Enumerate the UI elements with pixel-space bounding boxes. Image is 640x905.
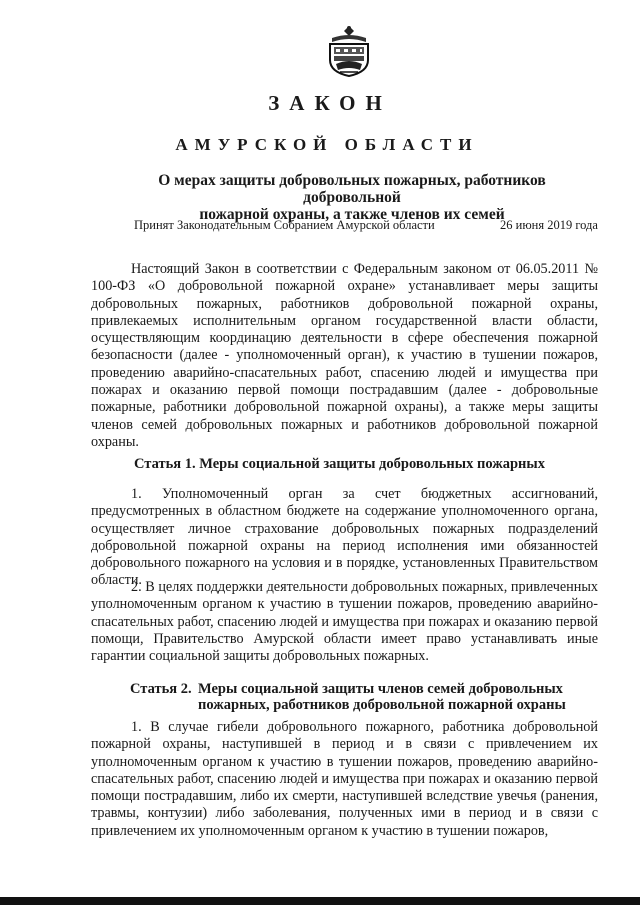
law-subject-line-1: О мерах защиты добровольных пожарных, работников добровольной <box>158 172 546 206</box>
adoption-date: 26 июня 2019 года <box>500 218 598 232</box>
coat-of-arms-icon <box>326 24 372 78</box>
article-2-heading <box>198 681 578 713</box>
law-subject-line-2: пожарной охраны, а также членов их семей <box>199 206 505 223</box>
article-2-paragraph-1: 1. В случае гибели добровольного пожарного, работника добровольной пожарной охраны, наступившей в период и в связи с привлечением их уполномоченным органом к участию в тушении пожаров, проведению аварийно-спасательных работ, спасению людей и имущества при пожарах и оказанию первой помощи пострадавшим, либо их смерти, наступившей вследствие увечья (ранения, травмы, контузии) либо заболевания, полученных ими в период и в связи с привлечением их уполномоченным органом к участию в тушении пожаров, <box>91 719 598 839</box>
preamble-paragraph: Настоящий Закон в соответствии с Федеральным законом от 06.05.2011 № 100-ФЗ «О добровольной пожарной охране» устанавливает меры защиты добровольных пожарных, работников добровольной пожарной охраны, привлекаемых исполнительным органом государственной власти области, осуществляющим координацию деятельности в сфере обеспечения пожарной безопасности (далее - уполномоченный орган), к участию в тушении пожаров, проведению аварийно-спасательных работ, спасению людей и имущества при пожарах и оказанию первой помощи пострадавшим (далее - добровольные пожарные, работники добровольной пожарной охраны), а также меры защиты членов семей добровольных пожарных и работников добровольной пожарной охраны. <box>91 261 598 450</box>
scan-bottom-edge <box>0 897 640 905</box>
adopted-by-text: Принят Законодательным Собранием Амурской области <box>134 218 435 232</box>
document-type-title: ЗАКОН <box>268 91 392 115</box>
article-2-heading-prefix: Статья 2. <box>130 681 192 697</box>
article-1-heading: Статья 1. Меры социальной защиты добровольных пожарных <box>134 456 545 472</box>
region-title: АМУРСКОЙ ОБЛАСТИ <box>175 135 479 154</box>
article-1-paragraph-2: 2. В целях поддержки деятельности добровольных пожарных, привлеченных уполномоченным органом к участию в тушении пожаров, проведению аварийно-спасательных работ, спасению людей и имущества при пожарах и оказанию первой помощи, Правительство Амурской области имеет право устанавливать иные гарантии социальной защиты добровольных пожарных. <box>91 579 598 665</box>
law-subject-title <box>110 172 594 223</box>
article-2-heading-line-2: пожарных, работников добровольной пожарной охраны <box>198 697 566 713</box>
article-1-paragraph-1: 1. Уполномоченный орган за счет бюджетных ассигнований, предусмотренных в областном бюджете на содержание уполномоченного органа, осуществляет личное страхование добровольных пожарных подразделений добровольной пожарной охраны на период исполнения ими обязанностей добровольного пожарного на условия и в порядке, установленных Правительством области. <box>91 486 598 589</box>
article-2-heading-line-1: Меры социальной защиты членов семей добровольных <box>198 681 563 697</box>
